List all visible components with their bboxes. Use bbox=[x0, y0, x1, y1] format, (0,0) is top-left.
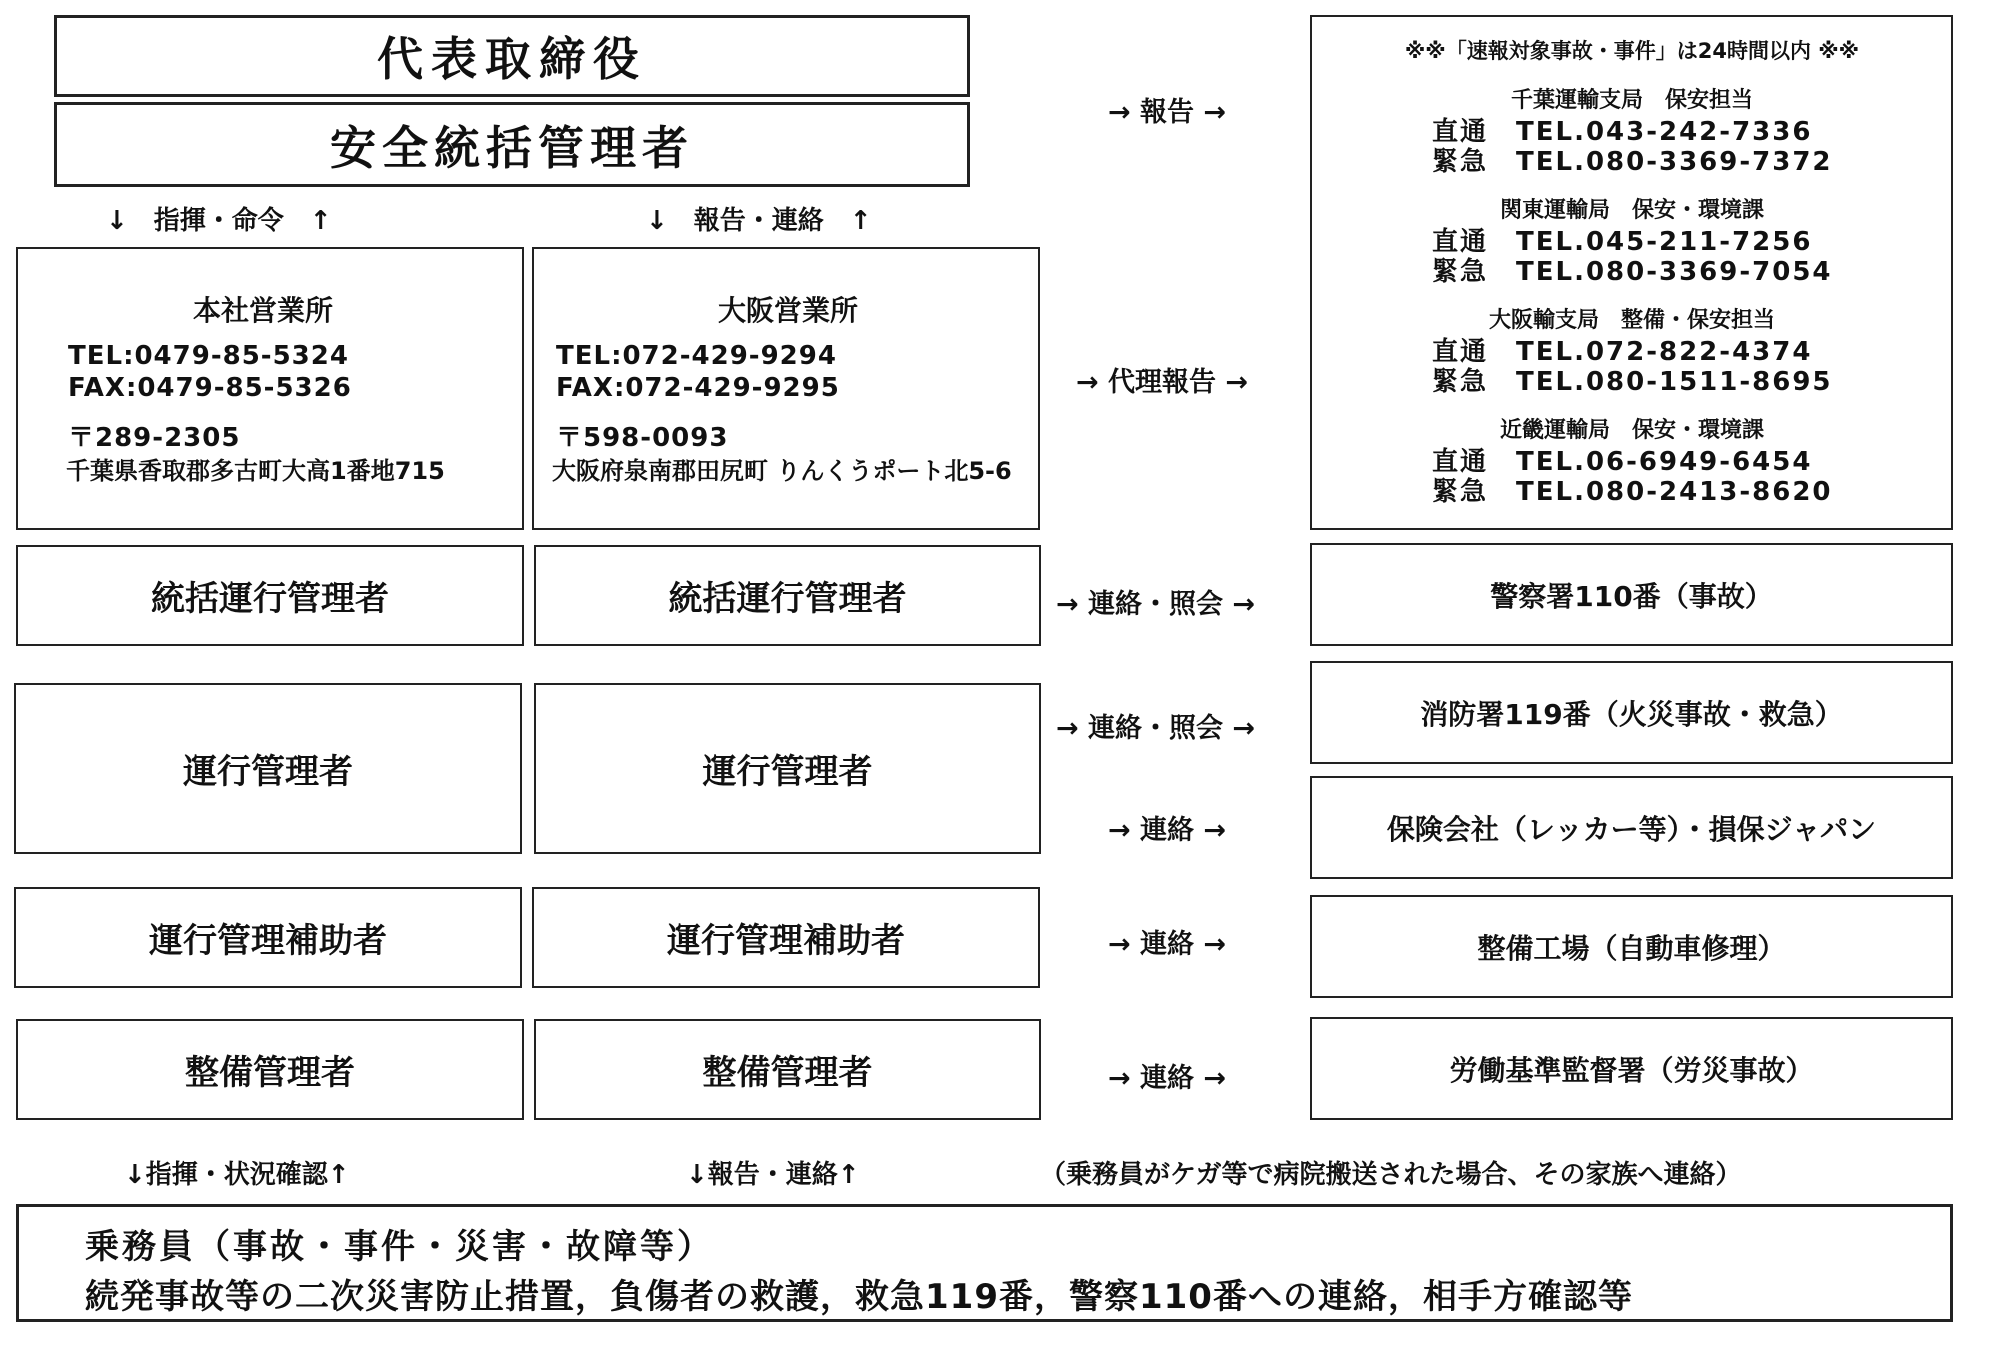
report-arrow: → 報告 → bbox=[1108, 97, 1227, 128]
office-postal: 〒289-2305 bbox=[68, 423, 241, 453]
authority-direct-tel: 直通 TEL.045-211-7256 bbox=[1432, 227, 1813, 257]
osaka-office-box bbox=[532, 247, 1040, 530]
fire-department-box: 消防署119番（火災事故・救急） bbox=[1310, 661, 1953, 764]
maintenance-manager-osaka: 整備管理者 bbox=[534, 1019, 1041, 1120]
authority-emergency-tel: 緊急 TEL.080-2413-8620 bbox=[1432, 477, 1833, 507]
contact-arrow-repair: → 連絡 → bbox=[1108, 929, 1227, 960]
authority-emergency-tel: 緊急 TEL.080-3369-7054 bbox=[1432, 257, 1833, 287]
office-address: 大阪府泉南郡田尻町 りんくうポート北5-6 bbox=[552, 457, 1012, 485]
authority-emergency-tel: 緊急 TEL.080-1511-8695 bbox=[1432, 367, 1833, 397]
authority-name: 大阪輸支局 整備・保安担当 bbox=[1488, 308, 1775, 333]
authority-name: 関東運輸局 保安・環境課 bbox=[1499, 198, 1764, 223]
operation-chief-osaka: 統括運行管理者 bbox=[534, 545, 1041, 646]
labor-standards-office-box: 労働基準監督署（労災事故） bbox=[1310, 1017, 1953, 1120]
authority-direct-tel: 直通 TEL.072-822-4374 bbox=[1432, 337, 1813, 367]
office-fax: FAX:072-429-9295 bbox=[556, 373, 840, 403]
command-status-flow-label: ↓指揮・状況確認↑ bbox=[124, 1160, 350, 1190]
operation-manager-osaka: 運行管理者 bbox=[534, 683, 1041, 854]
operation-assistant-osaka: 運行管理補助者 bbox=[532, 887, 1040, 988]
office-postal: 〒598-0093 bbox=[556, 423, 729, 453]
office-tel: TEL:072-429-9294 bbox=[556, 341, 837, 371]
authority-emergency-tel: 緊急 TEL.080-3369-7372 bbox=[1432, 147, 1833, 177]
operation-assistant-head-office: 運行管理補助者 bbox=[14, 887, 522, 988]
report-contact-flow-label: ↓報告・連絡↑ bbox=[686, 1160, 860, 1190]
proxy-report-arrow: → 代理報告 → bbox=[1076, 367, 1249, 398]
authority-name: 近畿運輸局 保安・環境課 bbox=[1499, 418, 1764, 443]
authority-name: 千葉運輸支局 保安担当 bbox=[1510, 88, 1753, 113]
contact-arrow-insurance: → 連絡 → bbox=[1108, 815, 1227, 846]
contact-inquiry-arrow-fire: → 連絡・照会 → bbox=[1056, 713, 1256, 744]
police-box: 警察署110番（事故） bbox=[1310, 543, 1953, 646]
office-name: 大阪営業所 bbox=[717, 294, 858, 327]
office-fax: FAX:0479-85-5326 bbox=[68, 373, 352, 403]
command-flow-label: ↓ 指揮・命令 ↑ bbox=[106, 206, 332, 236]
representative-director-box: 代表取締役 bbox=[54, 15, 970, 97]
authority-direct-tel: 直通 TEL.06-6949-6454 bbox=[1432, 447, 1813, 477]
office-tel: TEL:0479-85-5324 bbox=[68, 341, 349, 371]
office-address: 千葉県香取郡多古町大高1番地715 bbox=[66, 457, 445, 485]
office-name: 本社営業所 bbox=[192, 294, 333, 327]
safety-manager-box: 安全統括管理者 bbox=[54, 102, 970, 187]
insurance-company-box: 保険会社（レッカー等）・損保ジャパン bbox=[1310, 776, 1953, 879]
report-flow-label: ↓ 報告・連絡 ↑ bbox=[646, 206, 872, 236]
urgent-report-note: ※※「速報対象事故・事件」は24時間以内 ※※ bbox=[1404, 39, 1860, 63]
maintenance-manager-head-office: 整備管理者 bbox=[16, 1019, 524, 1120]
crew-title: 乗務員（事故・事件・災害・故障等） bbox=[85, 1227, 714, 1267]
family-contact-note: （乗務員がケガ等で病院搬送された場合、その家族へ連絡） bbox=[1040, 1160, 1742, 1190]
operation-manager-head-office: 運行管理者 bbox=[14, 683, 522, 854]
transport-authorities-box bbox=[1310, 15, 1953, 530]
crew-box bbox=[16, 1204, 1953, 1322]
contact-arrow-labor: → 連絡 → bbox=[1108, 1063, 1227, 1094]
operation-chief-head-office: 統括運行管理者 bbox=[16, 545, 524, 646]
crew-actions: 続発事故等の二次災害防止措置，負傷者の救護，救急119番，警察110番への連絡，相手方確認等 bbox=[85, 1277, 1633, 1317]
contact-inquiry-arrow-police: → 連絡・照会 → bbox=[1056, 589, 1256, 620]
authority-direct-tel: 直通 TEL.043-242-7336 bbox=[1432, 117, 1813, 147]
head-office-box bbox=[16, 247, 524, 530]
repair-shop-box: 整備工場（自動車修理） bbox=[1310, 895, 1953, 998]
